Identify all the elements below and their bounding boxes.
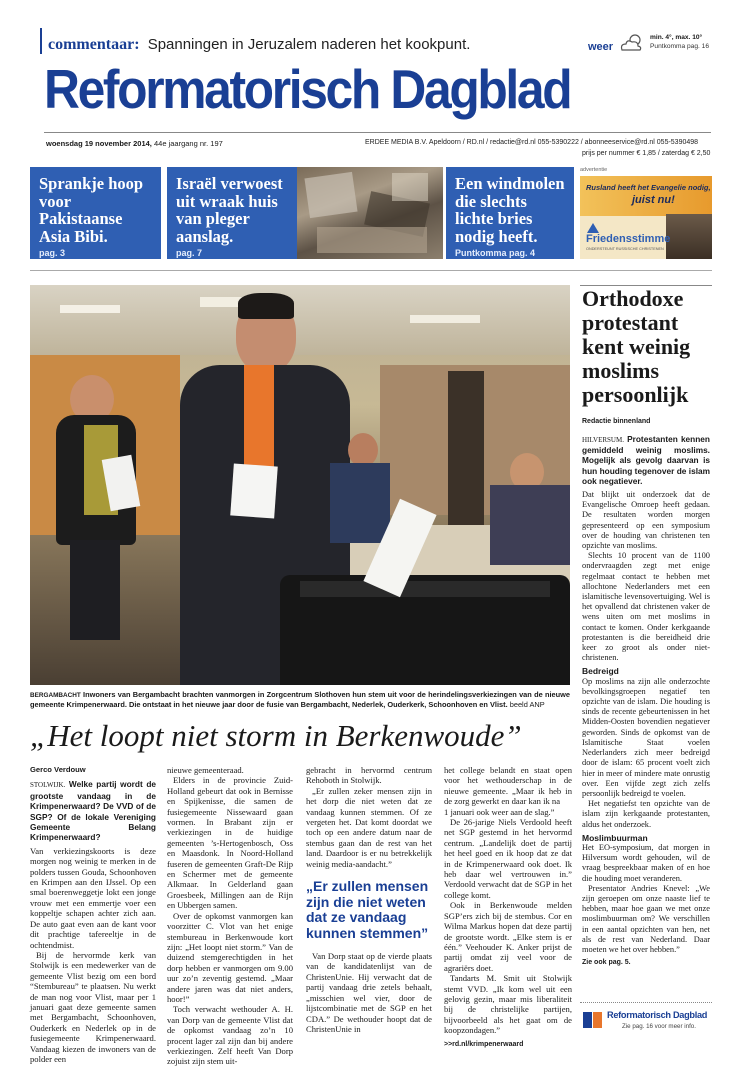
issue-date: woensdag 19 november 2014, <box>46 139 152 148</box>
teaser-page: pag. 3 <box>39 248 66 258</box>
cloud-sun-icon <box>618 32 644 52</box>
article-paragraph: De 26-jarige Niels Verdoold heeft net SGP gestemd in het hervormd centrum. „Landelijk doet de partij het heel goed en ik hoop dat ze dat in de Krimpenerwaard ook doet. Ik heb daar wel vertrouwen in.” Verdoold verwacht dat de SGP in het college komt. <box>444 817 572 900</box>
teaser-israel[interactable] <box>167 167 297 259</box>
article-paragraph: nieuwe gemeenteraad. <box>167 765 244 775</box>
side-lead-text: Protestanten kennen gemiddeld weinig moslims. Mogelijk als gevolg daarvan is hun houding tegenover de islam ook negatiever. <box>582 434 710 486</box>
side-byline: Redactie binnenland <box>582 418 651 425</box>
article-paragraph: Tandarts M. Smit uit Stolwijk stemt VVD. „Ik kom wel uit een gelovig gezin, maar mis liberaliteit bij de christelijke partijen, bijvoorbeeld als het gaat om de koopzondagen.” <box>444 973 572 1036</box>
caption-text: Inwoners van Bergambacht brachten vanmorgen in Zorgcentrum Slothoven hun stem uit voor de herindelingsverkiezingen van de nieuwe gemeente Krimpenerwaard. Die ontstaat in het nieuwe jaar door de fusie van Bergambacht, Nederlek, Ouderkerk, Schoonhoven en Vlist. <box>30 690 570 710</box>
teaser-title: Een windmolen die slechts lichte bries nodig heeft. <box>455 174 565 246</box>
side-paragraph: Het negatiefst ten opzichte van de islam zijn kerkgaande protestanten, aldus het onderzoek. <box>582 799 710 829</box>
price-line: prijs per nummer € 1,85 / zaterdag € 2,50 <box>582 150 711 157</box>
article-paragraph: „Er zullen zeker mensen zijn in het dorp die niet weten dat ze vandaag kunnen stemmen. Of ze vergeten het. Dat komt doordat we toch op een andere datum naar de stembus gaan dan de rest van het land. Daardoor is er nu betrekkelijk weinig media-aandacht.” <box>306 785 432 869</box>
weather-temp: min. 4°, max. 10° <box>650 34 703 41</box>
web-link[interactable]: >>rd.nl/krimpenerwaard <box>444 1040 524 1048</box>
weather-label: weer <box>588 41 614 53</box>
main-headline[interactable]: „Het loopt niet storm in Berkenwoude” <box>30 718 522 753</box>
promo-block[interactable] <box>582 1009 712 1033</box>
issue-volume: 44e jaargang nr. 197 <box>153 139 223 148</box>
article-paragraph: Elders in de provincie Zuid-Holland gebeurt dat ook in Bernisse en Spijkenisse, die samen de fusiegemeente Nissewaard gaan vormen. In Brabant zijn er verkiezingen in de huidige gemeenten ’s-Hertogenbosch, Oss en Maasdonk. In Noord-Holland fuseren de gemeenten Graft-De Rijp en Schermer met de gemeente Alkmaar. In Gelderland gaan Groesbeek, Millingen aan de Rijn en Ubbergen samen. <box>167 775 293 911</box>
side-subhead: Bedreigd <box>582 666 619 677</box>
article-col-4 <box>444 765 572 1050</box>
side-paragraph: Slechts 10 procent van de 1100 ondervraagden zegt met enige regelmaat contact te hebben met allochtone Nederlanders met een islamitische levensovertuiging. Wel is het opvallend dat christenen vaker de wens uiten om met moslims in contact te komen. Onder kerkgaande protestanten is die bereidheid drie keer zo groot als onder niet-christenen. <box>582 551 710 663</box>
ad-line1: Rusland heeft het Evangelie nodig, <box>586 183 711 192</box>
teaser-title: Sprankje hoop voor Pakistaanse Asia Bibi. <box>39 174 144 246</box>
ad-person-image <box>666 214 712 259</box>
teaser-page: Puntkomma pag. 4 <box>455 248 536 258</box>
commentary-label: commentaar: <box>48 36 140 53</box>
pull-quote: „Er zullen mensen zijn die niet weten dat ze vandaag kunnen stemmen” <box>306 878 429 941</box>
article-paragraph: Van verkiezingskoorts is deze morgen nog weinig te merken in de polders tussen Gouda, Schoonhoven en Krimpen aan den IJssel. Op een smal boerenweggetje lokt een jonge vrouw met een emmertje voer een koppeltje schapen achter zich aan. De auto gaat even aan de kant voor dit prachtige tafereeltje in de ochtendmist. <box>30 845 156 950</box>
weather-ref: Puntkomma pag. 16 <box>650 43 710 50</box>
article-lead <box>30 779 156 842</box>
article-lead-place: STOLWIJK. <box>30 781 66 790</box>
teaser-windmolen[interactable] <box>446 167 574 259</box>
teaser-title: Israël verwoest uit wraak huis van pleger aanslag. <box>176 174 283 246</box>
caption-credit: beeld ANP <box>509 700 545 710</box>
side-subhead: Moslimbuurman <box>582 832 648 843</box>
ad-label: advertentie <box>580 167 608 173</box>
ad-tagline: ONDERSTEUNT RUSSISCHE CHRISTENEN <box>586 247 664 251</box>
teaser-page: pag. 7 <box>176 248 203 258</box>
side-headline[interactable]: Orthodoxe protestant kent weinig moslims persoonlijk <box>582 286 691 407</box>
weather-block[interactable] <box>588 30 712 58</box>
photo-caption <box>30 690 570 710</box>
caption-place: BERGAMBACHT <box>30 692 81 699</box>
teaser-rule <box>30 270 712 271</box>
side-paragraph: Op moslims na zijn alle onderzochte bevolkingsgroepen negatief ten opzichte van de islam. Die houding is sinds de recente gebeurtenissen in het Midden-Oosten bovendien negatiever geworden. Sinds de opkomst van de Islamitische Staat voelen Nederlanders zich meer bedreigd door de islam: 65 procent voelt zich hier in meer of mindere mate onrustig over. Een vijfde zegt zich zelfs persoonlijk bedreigd te voelen. <box>582 676 710 798</box>
article-paragraph: gebracht in hervormd centrum Rehoboth in Stolwijk. <box>306 765 432 786</box>
side-article-body <box>582 434 710 968</box>
side-lead-place: HILVERSUM. <box>582 436 624 444</box>
side-paragraph: Presentator Andries Knevel: „We zijn geroepen om onze naaste lief te hebben, maar hoe gaan we met onze moslimbuurman om? We verschillen in een aantal opzichten van hen, net als de rest van Nederland. Daar moeten we het over hebben.” <box>582 883 710 954</box>
article-paragraph: het college belandt en staat open voor het wethouderschap in de nieuwe gemeente. „Maar ik heb in de zorg gewerkt en daar kan ik na <box>444 765 572 807</box>
article-col-2 <box>167 765 293 1067</box>
article-byline: Gerco Verdouw <box>30 765 86 774</box>
article-paragraph: Van Dorp staat op de vierde plaats van de kandidatenlijst van de ChristenUnie. Hij verwacht dat de partij vandaag drie zetels behaalt, „misschien wel vier, door de lijstcombinatie met de SGP en het CDA.” De wethouder hoopt dat de ChristenUnie in <box>306 951 432 1034</box>
side-lead <box>582 434 710 486</box>
article-paragraph: 1 januari ook weer aan de slag.” <box>444 806 555 817</box>
article-paragraph: Toch verwacht wethouder A. H. van Dorp van de gemeente Vlist dat de opkomst vandaag zo’n 10 procent lager zal zijn dan bij andere verkiezingen. Zelf heeft Van Dorp zojuist zijn stem uit- <box>167 1004 293 1067</box>
ad-line2: juist nu! <box>632 194 675 206</box>
article-paragraph: Over de opkomst vanmorgen kan voorzitter C. Vlot van het enige stembureau in Berkenwoude kort zijn: „Het loopt niet storm.” Van de duizend stemgerechtigden in het dorp hebben er vanmorgen om 9.00 uur zo’n zeventig gestemd. „Maar andere jaren was dat niet anders, hoor!” <box>167 910 293 1004</box>
side-paragraph: Dat blijkt uit onderzoek dat de Evangelische Omroep heeft gedaan. De resultaten worden morgen gepresenteerd op een symposium over de houding van christenen ten opzichte van moslims. <box>582 490 710 551</box>
ad-brand: Friedensstimme <box>586 233 671 245</box>
promo-text: Zie pag. 16 voor meer info. <box>622 1023 696 1030</box>
main-photo <box>30 285 570 685</box>
advertisement[interactable] <box>580 167 712 259</box>
masthead[interactable]: Reformatorisch Dagblad <box>44 58 571 120</box>
side-paragraph: Het EO-symposium, dat morgen in Hilversum wordt gehouden, wil de vraag bespreekbaar maken of en hoe die houding moet veranderen. <box>582 842 710 883</box>
promo-brand: Reformatorisch Dagblad <box>607 1010 708 1020</box>
teaser-asia-bibi[interactable] <box>30 167 161 259</box>
commentary-text: Spanningen in Jeruzalem naderen het kookpunt. <box>147 36 471 53</box>
article-paragraph: Bij de hervormde kerk van Stolwijk is een medewerker van de gemeente Vlist bezig om een bord “Stembureau” te plaatsen. Nu werkt de man nog voor Vlist, maar per 1 januari gaat deze gemeente samen met Bergambacht, Schoonhoven, Ouderkerk en Nederlek op in de fusiegemeente Krimpenerwaard. Vandaag kiezen de inwoners van de polder een <box>30 949 156 1064</box>
article-col-1 <box>30 765 156 1064</box>
article-lead-text: Welke partij wordt de grootste vandaag in de Krimpenerwaard? De VVD of de SGP? Of de lokale Vereniging Gemeente Belang Krimpenerwaard? <box>30 779 156 843</box>
article-col-3 <box>306 765 432 1034</box>
teaser-rubble-photo <box>297 167 443 259</box>
masthead-rule <box>44 132 711 133</box>
rd-logo-icon <box>582 1009 604 1031</box>
article-paragraph: Ook in Berkenwoude melden SGP’ers zich bij de stembus. Cor en Wilma Markus hopen dat deze partij de grootste wordt. „Elke stem is er één.” Veehouder K. Anker prijst de partij omdat zij veel voor de agrariërs doet. <box>444 900 572 973</box>
side-rule-bottom <box>580 1002 712 1003</box>
see-also-link[interactable]: Zie ook pag. 5. <box>582 959 631 967</box>
commentary-line[interactable] <box>48 36 470 54</box>
left-rule <box>40 28 42 54</box>
date-line <box>46 139 223 148</box>
publisher-line: ERDEE MEDIA B.V. Apeldoorn / RD.nl / redactie@rd.nl 055-5390222 / abonneeservice@rd.nl 055-5390498 <box>365 139 699 146</box>
